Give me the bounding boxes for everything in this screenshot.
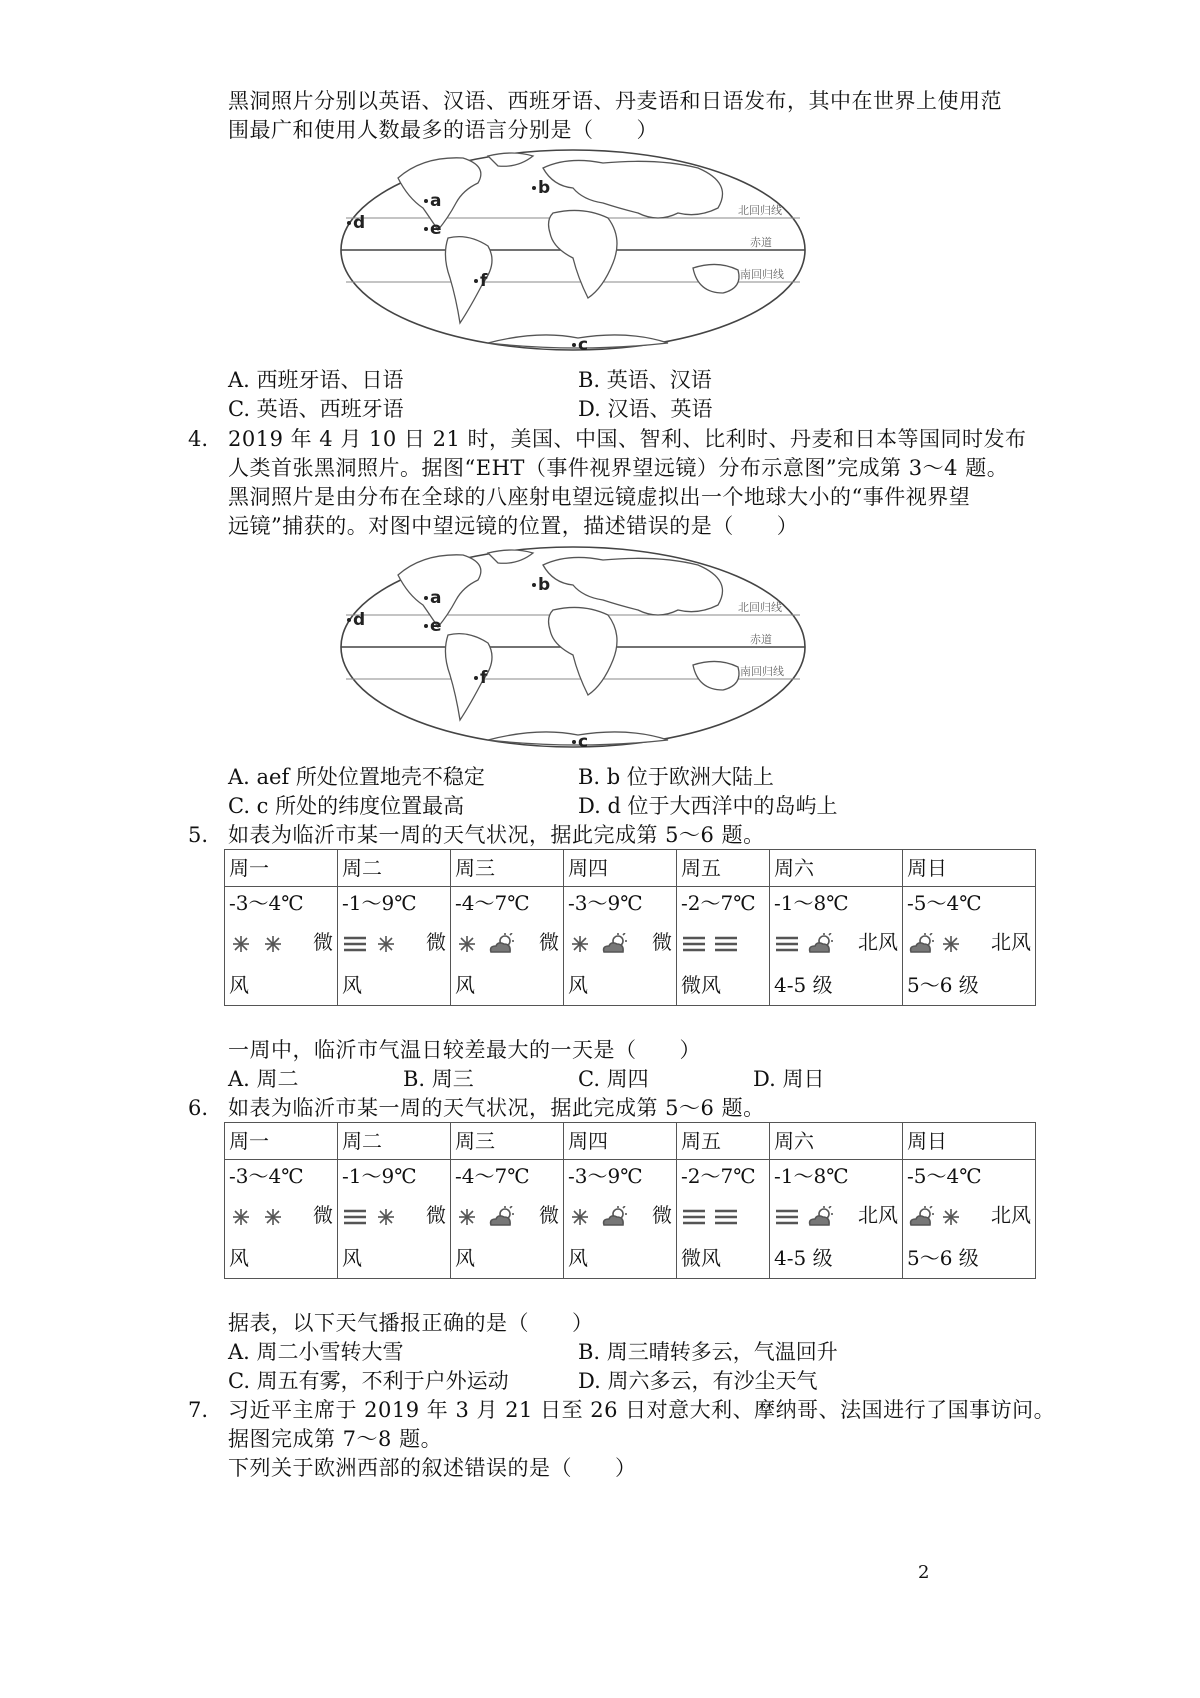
q3-option-d[interactable]: D. 汉语、英语 bbox=[578, 397, 713, 421]
weather-icons-cell bbox=[451, 1192, 564, 1238]
q7-stem-line-3: 下列关于欧洲西部的叙述错误的是（ ） bbox=[228, 1456, 637, 1480]
partly-cloudy-icon bbox=[911, 1206, 934, 1225]
q6-option-c[interactable]: C. 周五有雾，不利于户外运动 bbox=[228, 1369, 509, 1393]
q3-option-c[interactable]: C. 英语、西班牙语 bbox=[228, 397, 404, 421]
point-d-label: d bbox=[353, 610, 366, 630]
q3-stem-line-2: 围最广和使用人数最多的语言分别是（ ） bbox=[228, 118, 658, 142]
snow-icon bbox=[265, 1209, 281, 1225]
table-cell-wind: 风 bbox=[564, 1238, 677, 1279]
point-e-label: e bbox=[430, 616, 442, 636]
table-cell-day: 周二 bbox=[338, 1123, 451, 1160]
world-map-figure-2 bbox=[338, 545, 808, 750]
point-c-label: c bbox=[578, 335, 589, 353]
q3-stem-line-1: 黑洞照片分别以英语、汉语、西班牙语、丹麦语和日语发布，其中在世界上使用范 bbox=[228, 89, 1002, 113]
q5-option-c[interactable]: C. 周四 bbox=[578, 1067, 649, 1091]
page-number: 2 bbox=[918, 1562, 930, 1583]
point-c-dot bbox=[572, 740, 576, 744]
table-cell-wind: 微风 bbox=[677, 965, 770, 1006]
table-cell-temp: -1～8℃ bbox=[770, 887, 903, 920]
point-d-dot bbox=[347, 618, 351, 622]
point-b-label: b bbox=[538, 575, 551, 595]
table-cell-day: 周四 bbox=[564, 1123, 677, 1160]
q7-stem-line-2: 据图完成第 7～8 题。 bbox=[228, 1427, 443, 1451]
snow-icon bbox=[572, 1209, 588, 1225]
point-f-label: f bbox=[480, 668, 488, 688]
table-cell-wind: 风 bbox=[564, 965, 677, 1006]
fog-icon bbox=[715, 1211, 737, 1223]
weather-icons-cell bbox=[564, 1192, 677, 1238]
table-cell-temp: -3～4℃ bbox=[225, 1160, 338, 1193]
wind-text: 北风 bbox=[991, 1203, 1031, 1227]
snow-icon bbox=[459, 936, 475, 952]
table-cell-wind: 5～6 级 bbox=[903, 1238, 1036, 1279]
table-cell-day: 周日 bbox=[903, 1123, 1036, 1160]
table-cell-temp: -3～4℃ bbox=[225, 887, 338, 920]
table-cell-day: 周五 bbox=[677, 850, 770, 887]
snow-icon bbox=[943, 936, 959, 952]
latitude-label-1: 赤道 bbox=[750, 236, 772, 249]
wind-text: 北风 bbox=[858, 930, 898, 954]
table-cell-temp: -2～7℃ bbox=[677, 1160, 770, 1193]
table-cell-day: 周日 bbox=[903, 850, 1036, 887]
q5-question: 一周中，临沂市气温日较差最大的一天是（ ） bbox=[228, 1038, 701, 1062]
snow-icon bbox=[572, 936, 588, 952]
q4-stem-line-3: 黑洞照片是由分布在全球的八座射电望远镜虚拟出一个地球大小的“事件视界望 bbox=[228, 485, 971, 509]
point-a-dot bbox=[424, 596, 428, 600]
wind-text: 微 bbox=[539, 1203, 559, 1227]
table-cell-day: 周三 bbox=[451, 1123, 564, 1160]
wind-text: 微 bbox=[313, 930, 333, 954]
q4-option-c[interactable]: C. c 所处的纬度位置最高 bbox=[228, 794, 465, 818]
weather-icons-cell bbox=[677, 1192, 770, 1238]
table-cell-wind: 4-5 级 bbox=[770, 965, 903, 1006]
q5-option-d[interactable]: D. 周日 bbox=[753, 1067, 825, 1091]
table-cell-day: 周一 bbox=[225, 850, 338, 887]
weather-icons-cell bbox=[225, 1192, 338, 1238]
table-cell-temp: -4～7℃ bbox=[451, 1160, 564, 1193]
snow-icon bbox=[233, 1209, 249, 1225]
q5-number: 5. bbox=[188, 823, 209, 847]
weather-icons-cell bbox=[451, 919, 564, 965]
q4-option-a[interactable]: A. aef 所处位置地壳不稳定 bbox=[228, 765, 485, 789]
table-cell-temp: -5～4℃ bbox=[903, 1160, 1036, 1193]
q6-option-a[interactable]: A. 周二小雪转大雪 bbox=[228, 1340, 404, 1364]
point-b-dot bbox=[532, 583, 536, 587]
point-e-dot bbox=[424, 624, 428, 628]
point-c-label: c bbox=[578, 732, 589, 750]
weather-icons-cell bbox=[225, 919, 338, 965]
q4-stem-line-2: 人类首张黑洞照片。据图“EHT（事件视界望远镜）分布示意图”完成第 3～4 题。 bbox=[228, 456, 1009, 480]
q6-option-d[interactable]: D. 周六多云，有沙尘天气 bbox=[578, 1369, 818, 1393]
table-cell-temp: -3～9℃ bbox=[564, 887, 677, 920]
snow-icon bbox=[378, 936, 394, 952]
q4-option-d[interactable]: D. d 位于大西洋中的岛屿上 bbox=[578, 794, 838, 818]
table-cell-day: 周三 bbox=[451, 850, 564, 887]
weather-icons-cell bbox=[338, 1192, 451, 1238]
q6-intro: 如表为临沂市某一周的天气状况，据此完成第 5～6 题。 bbox=[228, 1096, 765, 1120]
q3-option-a[interactable]: A. 西班牙语、日语 bbox=[228, 368, 404, 392]
q4-number: 4. bbox=[188, 427, 209, 451]
fog-icon bbox=[776, 938, 798, 950]
point-a-dot bbox=[424, 199, 428, 203]
point-b-dot bbox=[532, 186, 536, 190]
table-cell-wind: 风 bbox=[225, 1238, 338, 1279]
table-cell-day: 周六 bbox=[770, 850, 903, 887]
q6-number: 6. bbox=[188, 1096, 209, 1120]
partly-cloudy-icon bbox=[911, 933, 934, 952]
partly-cloudy-icon bbox=[604, 933, 627, 952]
table-cell-wind: 风 bbox=[338, 1238, 451, 1279]
table-cell-temp: -5～4℃ bbox=[903, 887, 1036, 920]
latitude-label-2: 南回归线 bbox=[740, 665, 784, 678]
weather-table-2 bbox=[224, 1122, 1036, 1279]
wind-text: 微 bbox=[426, 930, 446, 954]
q5-option-a[interactable]: A. 周二 bbox=[228, 1067, 299, 1091]
point-f-dot bbox=[474, 676, 478, 680]
fog-icon bbox=[683, 1211, 705, 1223]
wind-text: 北风 bbox=[858, 1203, 898, 1227]
table-cell-day: 周六 bbox=[770, 1123, 903, 1160]
q3-option-b[interactable]: B. 英语、汉语 bbox=[578, 368, 712, 392]
partly-cloudy-icon bbox=[491, 933, 514, 952]
wind-text: 北风 bbox=[991, 930, 1031, 954]
snow-icon bbox=[265, 936, 281, 952]
q6-option-b[interactable]: B. 周三晴转多云，气温回升 bbox=[578, 1340, 838, 1364]
q4-stem-line-4: 远镜”捕获的。对图中望远镜的位置，描述错误的是（ ） bbox=[228, 514, 799, 538]
q5-option-b[interactable]: B. 周三 bbox=[403, 1067, 474, 1091]
point-b-label: b bbox=[538, 178, 551, 198]
wind-text: 微 bbox=[539, 930, 559, 954]
table-cell-temp: -1～8℃ bbox=[770, 1160, 903, 1193]
table-cell-wind: 风 bbox=[225, 965, 338, 1006]
table-cell-day: 周四 bbox=[564, 850, 677, 887]
point-f-dot bbox=[474, 279, 478, 283]
point-a-label: a bbox=[430, 191, 442, 211]
table-cell-wind: 5～6 级 bbox=[903, 965, 1036, 1006]
latitude-label-2: 南回归线 bbox=[740, 268, 784, 281]
table-cell-temp: -3～9℃ bbox=[564, 1160, 677, 1193]
partly-cloudy-icon bbox=[491, 1206, 514, 1225]
snow-icon bbox=[233, 936, 249, 952]
fog-icon bbox=[683, 938, 705, 950]
fog-icon bbox=[344, 938, 366, 950]
point-d-label: d bbox=[353, 213, 366, 233]
weather-icons-cell bbox=[903, 1192, 1036, 1238]
q7-stem-line-1: 习近平主席于 2019 年 3 月 21 日至 26 日对意大利、摩纳哥、法国进行了国事访问。 bbox=[228, 1398, 1056, 1422]
fog-icon bbox=[715, 938, 737, 950]
weather-icons-cell bbox=[770, 1192, 903, 1238]
wind-text: 微 bbox=[313, 1203, 333, 1227]
point-f-label: f bbox=[480, 271, 488, 291]
table-cell-temp: -1～9℃ bbox=[338, 887, 451, 920]
weather-icons-cell bbox=[770, 919, 903, 965]
q4-stem-line-1: 2019 年 4 月 10 日 21 时，美国、中国、智利、比利时、丹麦和日本等国同时发布 bbox=[228, 427, 1027, 451]
partly-cloudy-icon bbox=[810, 933, 833, 952]
point-a-label: a bbox=[430, 588, 442, 608]
snow-icon bbox=[943, 1209, 959, 1225]
snow-icon bbox=[459, 1209, 475, 1225]
weather-icons-cell bbox=[338, 919, 451, 965]
point-d-dot bbox=[347, 221, 351, 225]
weather-icons-cell bbox=[677, 919, 770, 965]
table-cell-wind: 风 bbox=[451, 1238, 564, 1279]
fog-icon bbox=[344, 1211, 366, 1223]
wind-text: 微 bbox=[652, 1203, 672, 1227]
latitude-label-0: 北回归线 bbox=[738, 204, 782, 217]
fog-icon bbox=[776, 1211, 798, 1223]
partly-cloudy-icon bbox=[810, 1206, 833, 1225]
point-e-label: e bbox=[430, 219, 442, 239]
table-cell-wind: 4-5 级 bbox=[770, 1238, 903, 1279]
snow-icon bbox=[378, 1209, 394, 1225]
point-c-dot bbox=[572, 343, 576, 347]
table-cell-temp: -4～7℃ bbox=[451, 887, 564, 920]
table-cell-day: 周一 bbox=[225, 1123, 338, 1160]
q7-number: 7. bbox=[188, 1398, 209, 1422]
weather-table-1 bbox=[224, 849, 1036, 1006]
table-cell-wind: 微风 bbox=[677, 1238, 770, 1279]
table-cell-temp: -2～7℃ bbox=[677, 887, 770, 920]
q4-option-b[interactable]: B. b 位于欧洲大陆上 bbox=[578, 765, 774, 789]
table-cell-wind: 风 bbox=[338, 965, 451, 1006]
partly-cloudy-icon bbox=[604, 1206, 627, 1225]
latitude-label-1: 赤道 bbox=[750, 633, 772, 646]
q6-question: 据表，以下天气播报正确的是（ ） bbox=[228, 1311, 594, 1335]
point-e-dot bbox=[424, 227, 428, 231]
q5-intro: 如表为临沂市某一周的天气状况，据此完成第 5～6 题。 bbox=[228, 823, 765, 847]
weather-icons-cell bbox=[564, 919, 677, 965]
latitude-label-0: 北回归线 bbox=[738, 601, 782, 614]
table-cell-wind: 风 bbox=[451, 965, 564, 1006]
wind-text: 微 bbox=[652, 930, 672, 954]
table-cell-temp: -1～9℃ bbox=[338, 1160, 451, 1193]
wind-text: 微 bbox=[426, 1203, 446, 1227]
world-map-figure-1 bbox=[338, 148, 808, 353]
weather-icons-cell bbox=[903, 919, 1036, 965]
table-cell-day: 周五 bbox=[677, 1123, 770, 1160]
table-cell-day: 周二 bbox=[338, 850, 451, 887]
